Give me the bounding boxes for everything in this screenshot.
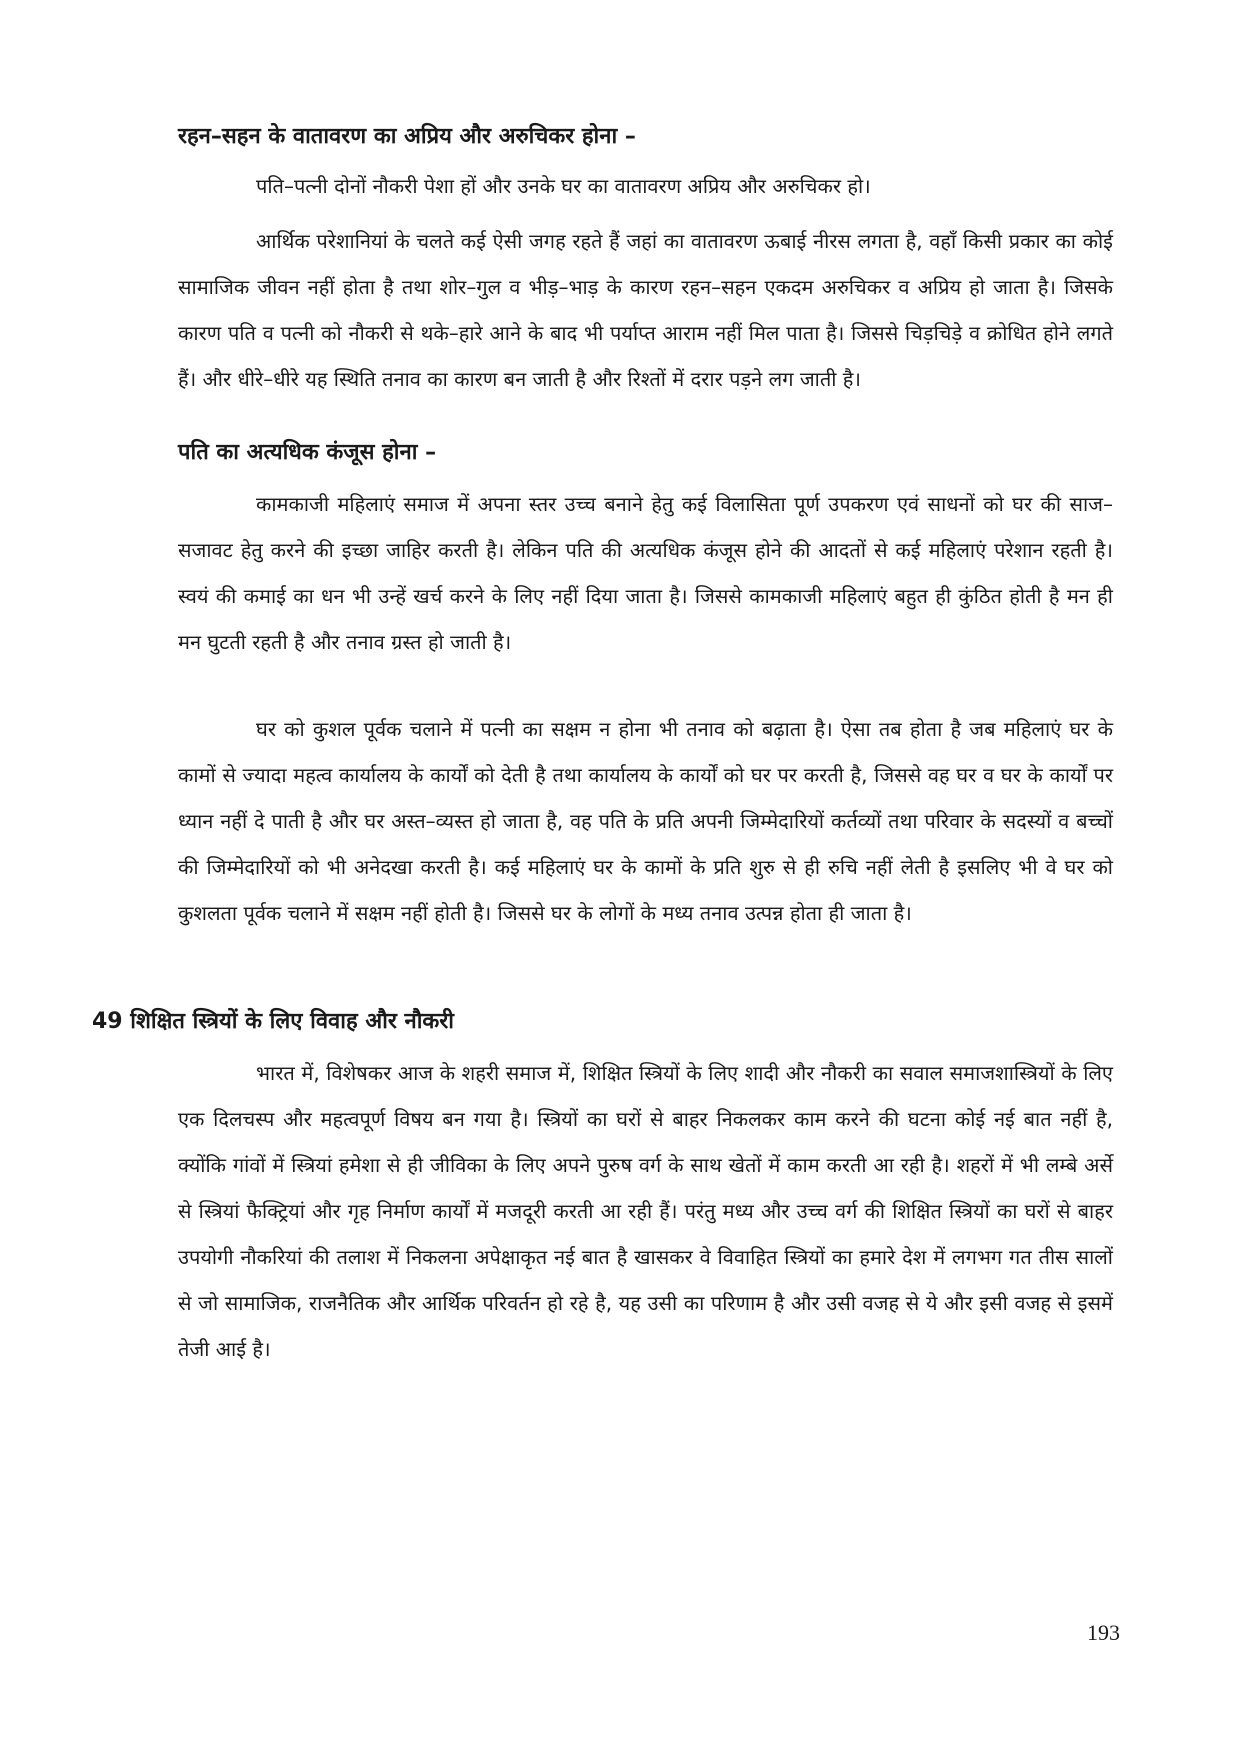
page-number: 193 — [1087, 1620, 1120, 1645]
paragraph-living-environment-intro: पति–पत्नी दोनों नौकरी पेशा हों और उनके घर का वातावरण अप्रिय और अरुचिकर हो। — [256, 174, 871, 198]
section-heading-living-environment: रहन–सहन के वातावरण का अप्रिय और अरुचिकर होना – — [178, 124, 636, 149]
paragraph-living-environment-detail: आर्थिक परेशानियां के चलते कई ऐसी जगह रहते हैं जहां का वातावरण ऊबाई नीरस लगता है, वहाँ किसी प्रकार का कोई सामाजिक जीवन नहीं होता है तथा शोर–गुल व भीड़–भाड़ के कारण रहन–सहन एकदम अरुचिकर व अप्रिय हो जाता है। जिसके कारण पति व पत्नी को नौकरी से थके–हारे आने के बाद भी पर्याप्त आराम नहीं मिल पाता है। जिससे चिड़चिड़े व क्रोधित होने लगते हैं। और धीरे–धीरे यह स्थिति तनाव का कारण बन जाती है और रिश्तों में दरार पड़ने लग जाती है। — [178, 229, 1113, 391]
paragraph-educated-women: भारत में, विशेषकर आज के शहरी समाज में, शिक्षित स्त्रियों के लिए शादी और नौकरी का सवाल समाजशास्त्रियों के लिए एक दिलचस्प और महत्वपूर्ण विषय बन गया है। स्त्रियों का घरों से बाहर निकलकर काम करने की घटना कोई नई बात नहीं है, क्योंकि गांवों में स्त्रियां हमेशा से ही जीविका के लिए अपने पुरुष वर्ग के साथ खेतों में काम करती आ रही है। शहरों में भी लम्बे अर्से से स्त्रियां फैक्ट्रियां और गृह निर्माण कार्यों में मजदूरी करती आ रही हैं। परंतु मध्य और उच्च वर्ग की शिक्षित स्त्रियों का घरों से बाहर उपयोगी नौकरियां की तलाश में निकलना अपेक्षाकृत नई बात है खासकर वे विवाहित स्त्रियों का हमारे देश में लगभग गत तीस सालों से जो सामाजिक, राजनैतिक और आर्थिक परिवर्तन हो रहे है, यह उसी का परिणाम है और उसी वजह से ये और इसी वजह से इसमें तेजी आई है। — [178, 1061, 1113, 1361]
section-heading-educated-women: 49 शिक्षित स्त्रियों के लिए विवाह और नौकरी — [92, 1009, 454, 1034]
paragraph-household-management: घर को कुशल पूर्वक चलाने में पत्नी का सक्षम न होना भी तनाव को बढ़ाता है। ऐसा तब होता है जब महिलाएं घर के कामों से ज्यादा महत्व कार्यालय के कार्यों को देती है तथा कार्यालय के कार्यों को घर पर करती है, जिससे वह घर व घर के कार्यों पर ध्यान नहीं दे पाती है और घर अस्त–व्यस्त हो जाता है, वह पति के प्रति अपनी जिम्मेदारियों कर्तव्यों तथा परिवार के सदस्यों व बच्चों की जिम्मेदारियों को भी अनेदखा करती है। कई महिलाएं घर के कामों के प्रति शुरु से ही रुचि नहीं लेती है इसलिए भी वे घर को कुशलता पूर्वक चलाने में सक्षम नहीं होती है। जिससे घर के लोगों के मध्य तनाव उत्पन्न होता ही जाता है। — [178, 717, 1113, 925]
section-heading-miserly-husband: पति का अत्यधिक कंजूस होना – — [178, 440, 437, 465]
paragraph-miserly-husband: कामकाजी महिलाएं समाज में अपना स्तर उच्च बनाने हेतु कई विलासिता पूर्ण उपकरण एवं साधनों को घर की साज–सजावट हेतु करने की इच्छा जाहिर करती है। लेकिन पति की अत्यधिक कंजूस होने की आदतों से कई महिलाएं परेशान रहती है। स्वयं की कमाई का धन भी उन्हें खर्च करने के लिए नहीं दिया जाता है। जिससे कामकाजी महिलाएं बहुत ही कुंठित होती है मन ही मन घुटती रहती है और तनाव ग्रस्त हो जाती है। — [178, 492, 1113, 654]
